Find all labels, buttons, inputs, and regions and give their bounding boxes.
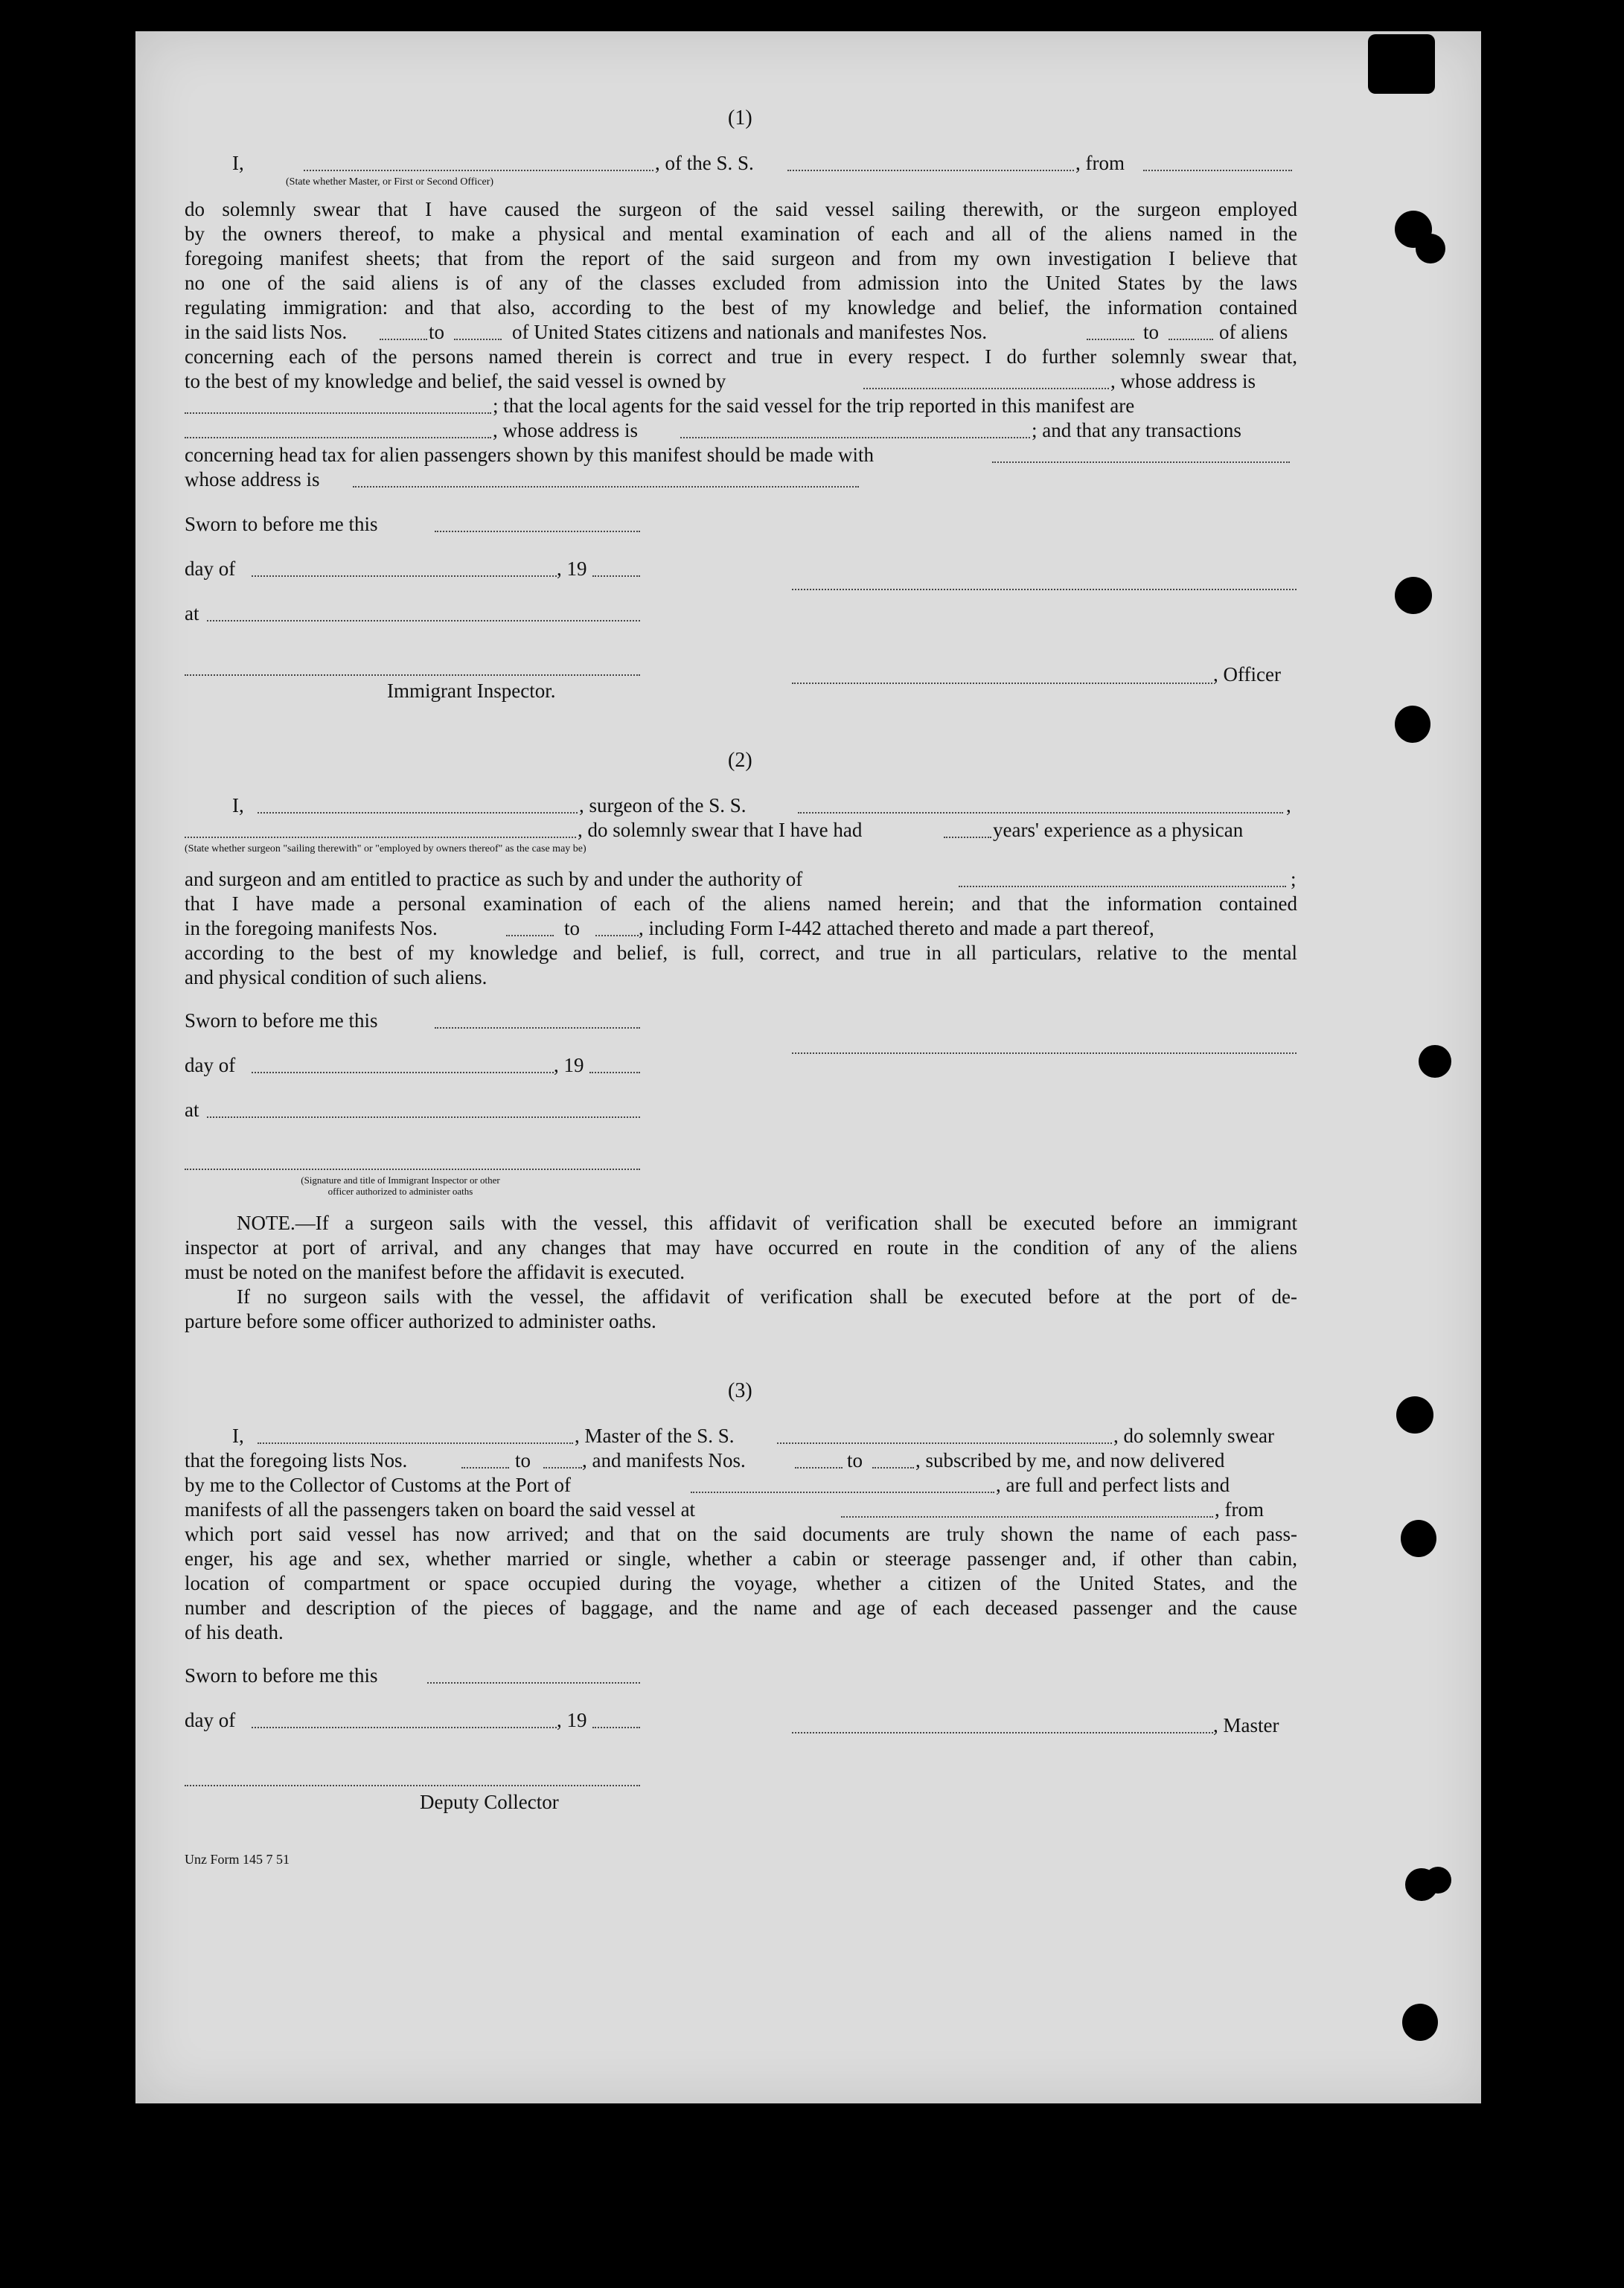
surgeon-note: (State whether surgeon "sailing therewith" or "employed by owners thereof" as the case may be) xyxy=(185,843,586,854)
lists-from-field-3[interactable] xyxy=(461,1467,509,1469)
section3-line-2: enger, his age and sex, whether married or single, whether a cabin or steerage passenger and, if other than cabin, xyxy=(185,1547,1297,1570)
master-vessel-field[interactable] xyxy=(777,1442,1112,1444)
year-field-2[interactable] xyxy=(589,1072,640,1073)
punch-hole xyxy=(1419,1045,1451,1078)
lists-label: in the said lists Nos. xyxy=(185,321,348,343)
owned-by-label: to the best of my knowledge and belief, the said vessel is owned by xyxy=(185,370,726,392)
manifests-to-field-2[interactable] xyxy=(595,935,639,936)
transactions-label: ; and that any transactions xyxy=(1032,419,1241,441)
lists-to-label: to xyxy=(429,321,445,343)
agents-address-label: , whose address is xyxy=(493,419,638,441)
master-of-label: , Master of the S. S. xyxy=(575,1425,735,1447)
day-of-label-2: day of xyxy=(185,1054,236,1076)
master-label: , Master xyxy=(1213,1714,1279,1736)
agents-address-field[interactable] xyxy=(680,437,1030,438)
years-field[interactable] xyxy=(944,837,991,838)
headtax-field[interactable] xyxy=(992,461,1290,463)
section2-line-5: and physical condition of such aliens. xyxy=(185,966,487,988)
section3-line-1: which port said vessel has now arrived; and that on the said documents are truly shown the name of each pass- xyxy=(185,1523,1297,1545)
full-perfect-label: , are full and perfect lists and xyxy=(996,1474,1230,1496)
sworn-label-3: Sworn to before me this xyxy=(185,1664,378,1687)
surgeon-name-field[interactable] xyxy=(258,812,578,814)
lists-to-field[interactable] xyxy=(454,339,502,340)
section3-line-3: location of compartment or space occupied during the voyage, whether a citizen of the United States, and the xyxy=(185,1572,1297,1594)
port-field[interactable] xyxy=(691,1492,994,1493)
foregoing-lists-label: that the foregoing lists Nos. xyxy=(185,1449,408,1471)
inspector-signature-line[interactable] xyxy=(185,674,640,676)
punch-hole xyxy=(1416,234,1445,263)
lists-from-field[interactable] xyxy=(380,339,427,340)
punch-hole xyxy=(1401,1520,1436,1557)
punch-hole xyxy=(1395,706,1430,743)
semicolon: ; xyxy=(1291,868,1297,890)
section1-line-3: foregoing manifest sheets; that from the report of the said surgeon and from my own investigation I believe that xyxy=(185,247,1297,269)
comma: , xyxy=(1286,794,1291,817)
owner-field[interactable] xyxy=(863,388,1109,389)
manifests-from-field-3[interactable] xyxy=(795,1467,843,1469)
whose-address-label: whose address is xyxy=(185,468,320,490)
section1-line-1: do solemnly swear that I have caused the surgeon of the said vessel sailing therewith, or the surgeon employed xyxy=(185,198,1297,220)
manifests-from-field[interactable] xyxy=(1087,339,1134,340)
surgeon-vessel-field[interactable] xyxy=(798,812,1283,814)
authority-field[interactable] xyxy=(959,886,1286,887)
sworn-label: Sworn to before me this xyxy=(185,513,378,535)
section1-from: , from xyxy=(1075,152,1125,174)
section1-line-4: no one of the said aliens is of any of the classes excluded from admission into the United States by the laws xyxy=(185,272,1297,294)
manifests-to-field[interactable] xyxy=(1169,339,1213,340)
officer-note: (State whether Master, or First or Second Officer) xyxy=(286,176,494,188)
section3-intro-i: I, xyxy=(232,1425,244,1447)
from-label-3: , from xyxy=(1215,1498,1264,1521)
section2-line-2: that I have made a personal examination of each of the aliens named herein; and that the information contained xyxy=(185,892,1297,915)
surgeon-status-field[interactable] xyxy=(185,837,576,838)
section1-of-ss: , of the S. S. xyxy=(655,152,754,174)
month-field-2[interactable] xyxy=(252,1072,554,1073)
owner-address-label: , whose address is xyxy=(1110,370,1256,392)
sworn-label-2: Sworn to before me this xyxy=(185,1009,378,1032)
officer-signature-line-1[interactable] xyxy=(792,589,1297,590)
note-line-3: must be noted on the manifest before the affidavit is executed. xyxy=(185,1261,685,1283)
year-label-2: , 19 xyxy=(554,1054,584,1076)
manifests-to-label-3: to xyxy=(847,1449,863,1471)
vessel-name-field[interactable] xyxy=(787,170,1074,171)
section2-intro-i: I, xyxy=(232,794,244,817)
officer-signature-line-2[interactable] xyxy=(792,683,1212,684)
punch-hole xyxy=(1396,1396,1433,1434)
deputy-collector-label: Deputy Collector xyxy=(420,1791,559,1813)
sworn-date-field[interactable] xyxy=(435,531,640,532)
officer-name-field[interactable] xyxy=(304,170,653,171)
year-field-3[interactable] xyxy=(592,1727,640,1728)
place-field-2[interactable] xyxy=(207,1116,640,1118)
section-number-2: (2) xyxy=(728,749,752,772)
subscribed-label: , subscribed by me, and now delivered xyxy=(915,1449,1225,1471)
section-number-3: (3) xyxy=(728,1379,752,1402)
master-name-field[interactable] xyxy=(258,1442,573,1444)
section1-line-5: regulating immigration: and that also, according to the best of my knowledge and belief, the information contained xyxy=(185,296,1297,319)
surgeon-of-label: , surgeon of the S. S. xyxy=(579,794,747,817)
punch-hole xyxy=(1368,34,1435,94)
note-line-1: NOTE.—If a surgeon sails with the vessel, this affidavit of verification shall be executed before an immigrant xyxy=(237,1212,1297,1234)
at-label: at xyxy=(185,602,199,624)
manifests-to-field-3[interactable] xyxy=(872,1467,914,1469)
manifests-all-label: manifests of all the passengers taken on board the said vessel at xyxy=(185,1498,696,1521)
year-label-3: , 19 xyxy=(557,1709,587,1731)
lists-to-label-3: to xyxy=(515,1449,531,1471)
departure-port-field[interactable] xyxy=(841,1516,1213,1518)
form-identifier: Unz Form 145 7 51 xyxy=(185,1852,290,1867)
place-field[interactable] xyxy=(207,620,640,621)
inspector-signature-line-2[interactable] xyxy=(185,1169,640,1170)
owner-address-field[interactable] xyxy=(185,412,491,414)
headtax-label: concerning head tax for alien passengers shown by this manifest should be made with xyxy=(185,444,875,466)
manifests-nos-label: , and manifests Nos. xyxy=(582,1449,746,1471)
immigrant-inspector-label: Immigrant Inspector. xyxy=(387,680,556,702)
manifests-to-label-2: to xyxy=(564,917,581,939)
section3-line-5: of his death. xyxy=(185,1621,284,1643)
local-agents-label: ; that the local agents for the said vessel for the trip reported in this manifest are xyxy=(493,394,1135,417)
punch-hole xyxy=(1395,577,1432,614)
manifests-label: of United States citizens and nationals and manifestes Nos. xyxy=(512,321,988,343)
section2-line-4: according to the best of my knowledge and belief, is full, correct, and true in all particulars, relative to the mental xyxy=(185,942,1297,964)
signature-note-line-2: officer authorized to administer oaths xyxy=(327,1186,473,1197)
signature-note-line-1: (Signature and title of Immigrant Inspector or other xyxy=(301,1175,500,1186)
section1-intro-i: I, xyxy=(232,152,244,174)
section1-line-2: by the owners thereof, to make a physical and mental examination of each and all of the aliens named in the xyxy=(185,223,1297,245)
note-line-2: inspector at port of arrival, and any changes that may have occurred en route in the condition of any of the aliens xyxy=(185,1236,1297,1259)
section-number-1: (1) xyxy=(728,106,752,130)
including-form-label: , including Form I-442 attached thereto and made a part thereof, xyxy=(639,917,1154,939)
sworn-date-field-3[interactable] xyxy=(427,1682,640,1684)
master-signature-line[interactable] xyxy=(792,1732,1213,1733)
foregoing-manifests-label: in the foregoing manifests Nos. xyxy=(185,917,438,939)
collector-signature-line[interactable] xyxy=(185,1785,640,1786)
agents-field[interactable] xyxy=(185,437,491,438)
punch-hole xyxy=(1425,1867,1451,1894)
lists-to-field-3[interactable] xyxy=(543,1467,582,1469)
manifests-to-label: to xyxy=(1143,321,1160,343)
years-experience-label: years' experience as a physican xyxy=(993,819,1244,841)
section1-line-7: concerning each of the persons named therein is correct and true in every respect. I do further solemnly swear that, xyxy=(185,345,1297,368)
section3-line-4: number and description of the pieces of baggage, and the name and age of each deceased passenger and the cause xyxy=(185,1597,1297,1619)
headtax-address-field[interactable] xyxy=(353,486,859,488)
note-line-5: parture before some officer authorized to administer oaths. xyxy=(185,1310,656,1332)
officer-label: , Officer xyxy=(1213,663,1281,686)
swear-label: , do solemnly swear that I have had xyxy=(578,819,863,841)
sworn-date-field-2[interactable] xyxy=(435,1027,640,1029)
day-of-label: day of xyxy=(185,557,236,580)
note-line-4: If no surgeon sails with the vessel, the affidavit of verification shall be executed before at the port of de- xyxy=(237,1285,1297,1308)
month-field-3[interactable] xyxy=(252,1727,557,1728)
authority-label: and surgeon and am entitled to practice as such by and under the authority of xyxy=(185,868,803,890)
manifests-from-field-2[interactable] xyxy=(506,935,554,936)
at-label-2: at xyxy=(185,1099,199,1121)
surgeon-signature-line[interactable] xyxy=(792,1052,1297,1054)
year-field[interactable] xyxy=(592,575,640,577)
of-aliens-label: of aliens xyxy=(1219,321,1288,343)
solemnly-swear-label: , do solemnly swear xyxy=(1113,1425,1274,1447)
signature-note xyxy=(214,1175,586,1197)
collector-label: by me to the Collector of Customs at the Port of xyxy=(185,1474,571,1496)
from-port-field[interactable] xyxy=(1143,170,1292,171)
day-of-label-3: day of xyxy=(185,1709,236,1731)
punch-hole xyxy=(1402,2004,1438,2041)
month-field[interactable] xyxy=(252,575,557,577)
year-label: , 19 xyxy=(557,557,587,580)
